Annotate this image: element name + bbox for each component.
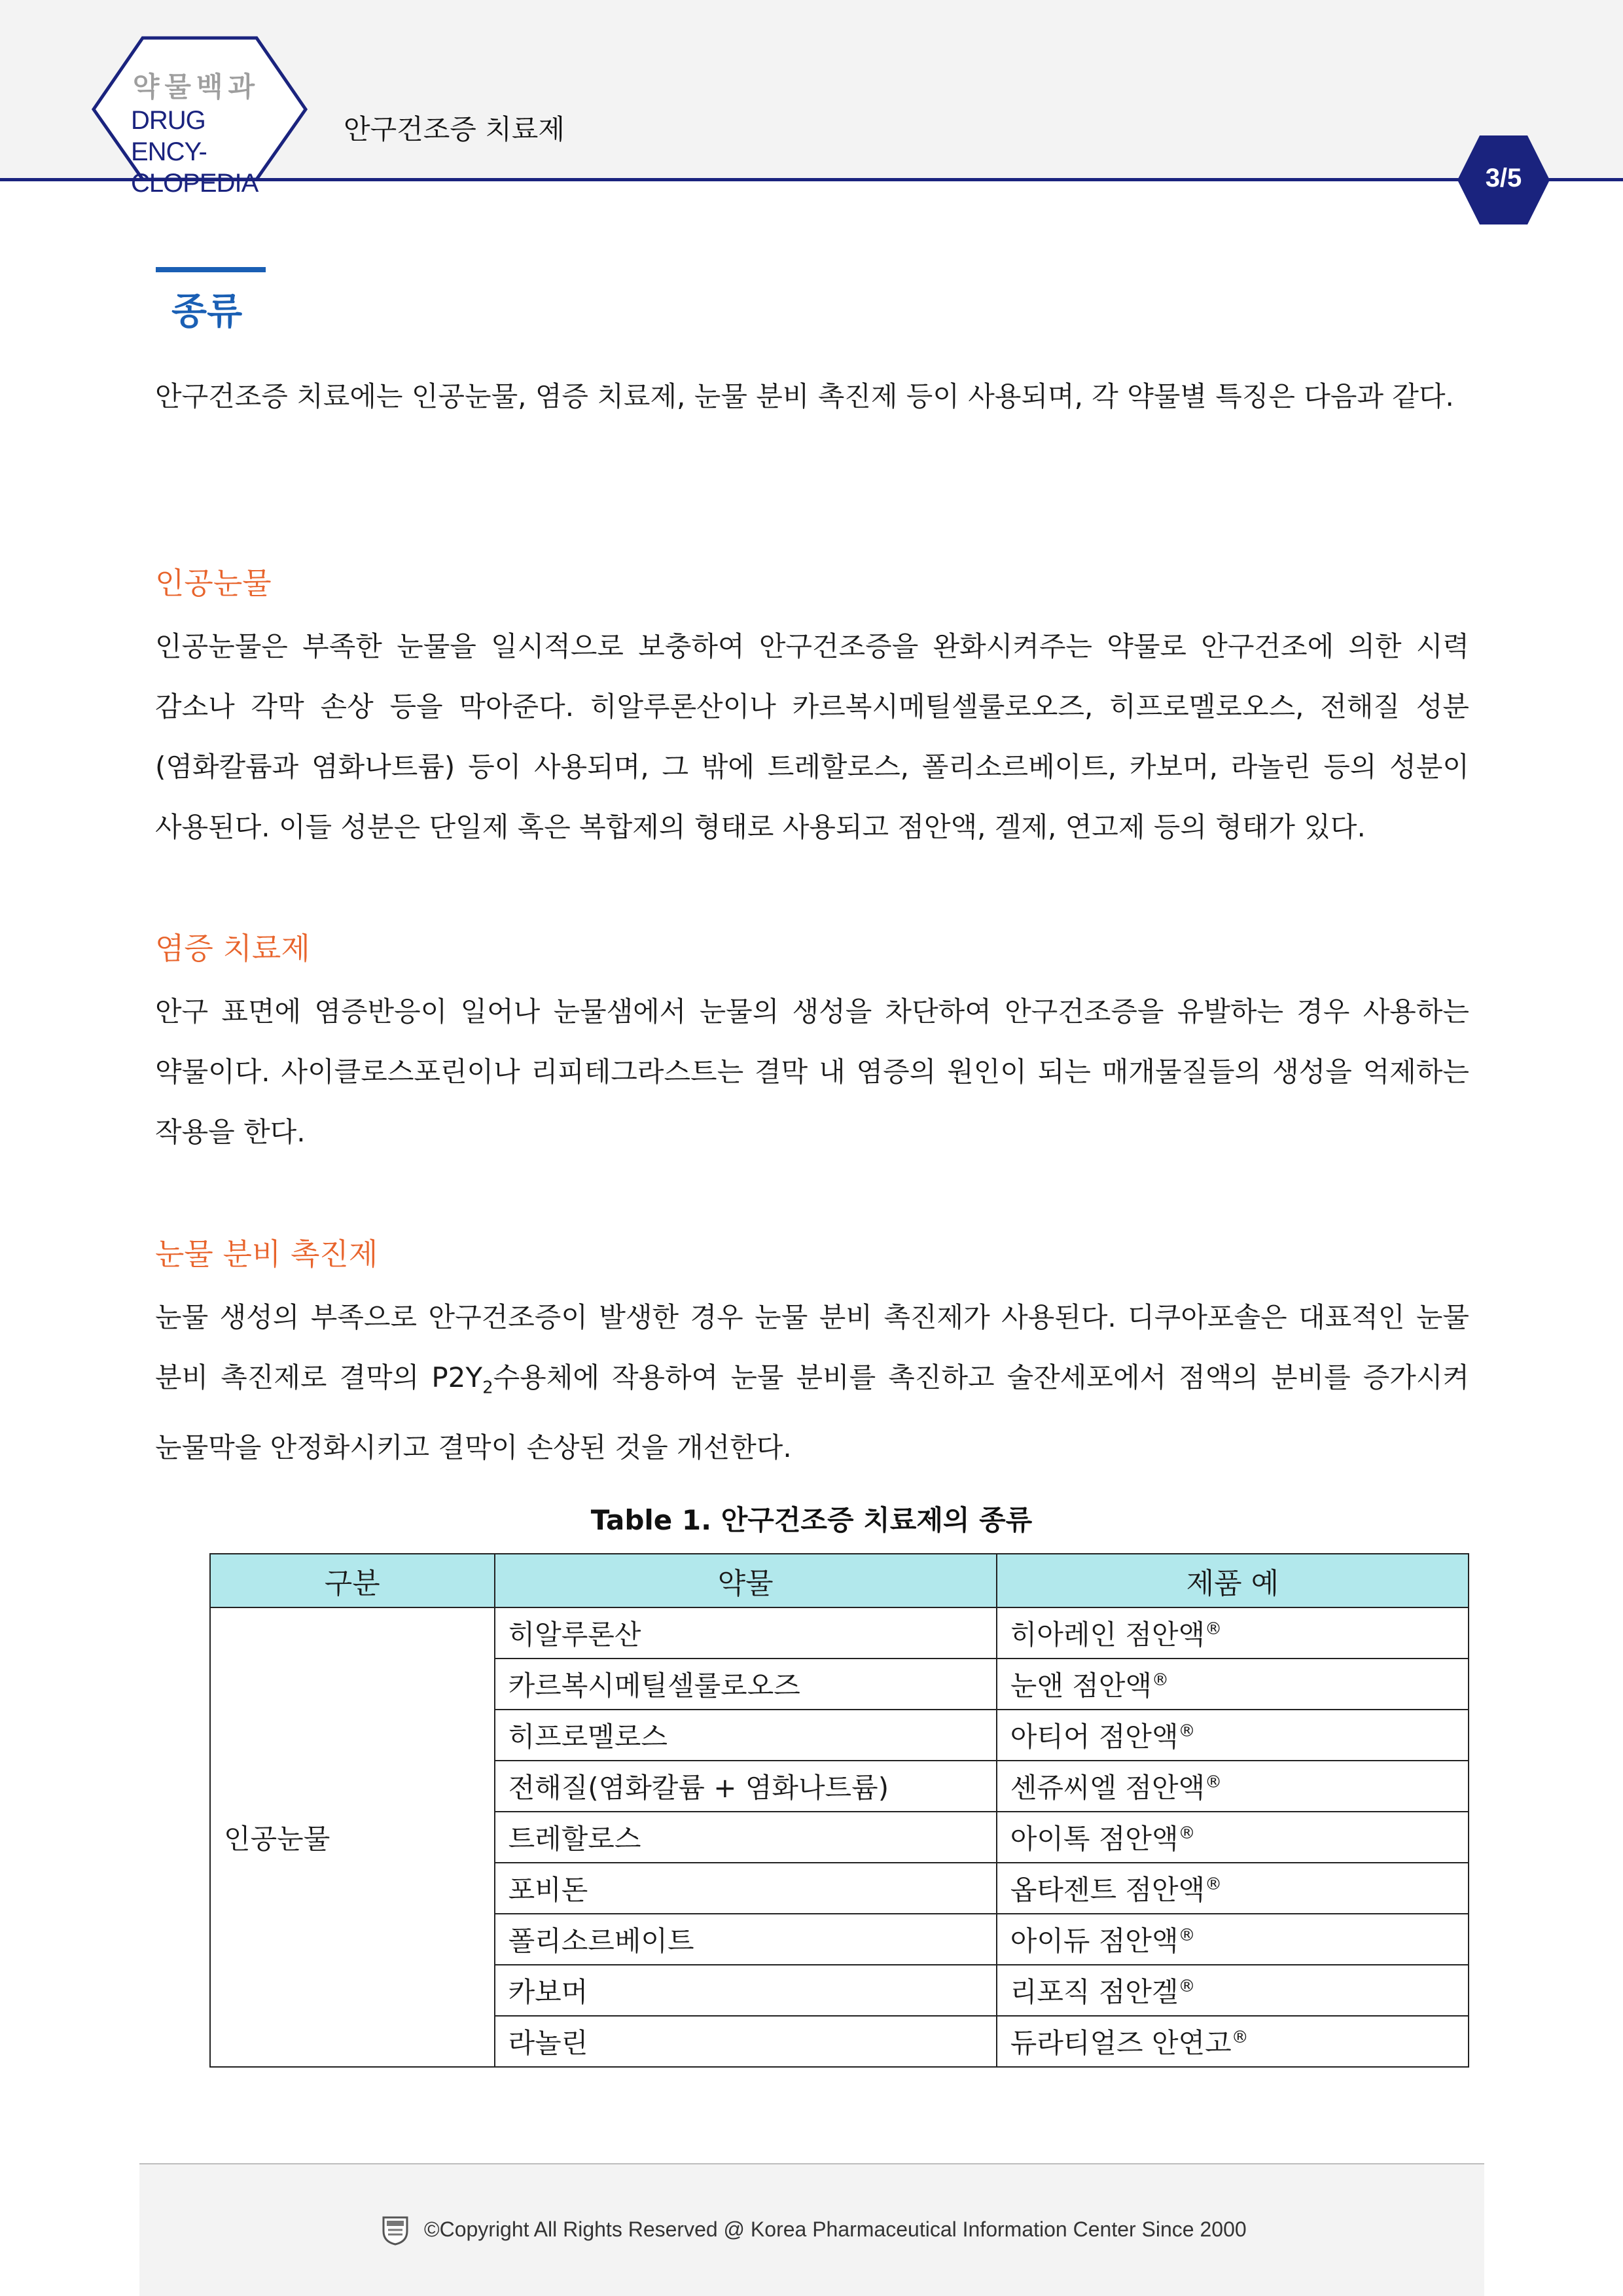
footer-copyright: ©Copyright All Rights Reserved @ Korea Pharmaceutical Information Center Since 2000 bbox=[424, 2217, 1247, 2241]
drug-cell: 포비돈 bbox=[495, 1863, 997, 1914]
product-cell bbox=[997, 2016, 1469, 2067]
registered-mark: ® bbox=[1178, 1977, 1196, 1996]
drug-cell: 카르복시메틸셀룰로오즈 bbox=[495, 1659, 997, 1710]
drug-cell: 전해질(염화칼륨 + 염화나트륨) bbox=[495, 1761, 997, 1812]
subsection-title-secretagogue: 눈물 분비 촉진제 bbox=[155, 1236, 378, 1272]
logo-english-title bbox=[131, 105, 262, 199]
product-name: 옵타젠트 점안액 bbox=[1010, 1874, 1205, 1906]
section-accent-bar bbox=[156, 267, 266, 272]
table-header-drug: 약물 bbox=[495, 1554, 997, 1607]
product-name: 히아레인 점안액 bbox=[1010, 1619, 1205, 1651]
document-title: 안구건조증 치료제 bbox=[344, 113, 565, 145]
drug-cell: 폴리소르베이트 bbox=[495, 1914, 997, 1965]
drug-cell: 카보머 bbox=[495, 1965, 997, 2016]
receptor-subscript: 2 bbox=[482, 1378, 493, 1398]
drug-cell: 히알루론산 bbox=[495, 1607, 997, 1659]
secretagogue-text-1: 눈물 생성의 부족으로 안구건조증이 발생한 경우 눈물 분비 촉진제가 사용된다. 디쿠아포솔은 대표적인 눈물 분비 촉진제로 결막의 P2Y bbox=[155, 1301, 1469, 1393]
table-header-product: 제품 예 bbox=[997, 1554, 1469, 1607]
product-cell bbox=[997, 1812, 1469, 1863]
drug-cell: 라놀린 bbox=[495, 2016, 997, 2067]
artificial-tears-paragraph: 인공눈물은 부족한 눈물을 일시적으로 보충하여 안구건조증을 완화시켜주는 약물로 안구건조에 의한 시력 감소나 각막 손상 등을 막아준다. 히알루론산이나 카르복시메틸셀룰로오즈, 히프로멜로오스, 전해질 성분(염화칼륨과 염화나트륨) 등이 사용되며, 그 밖에 트레할로스, 폴리소르베이트, 카보머, 라놀린 등의 성분이 사용된다. 이들 성분은 단일제 혹은 복합제의 형태로 사용되고 점안액, 겔제, 연고제 등의 형태가 있다. bbox=[155, 630, 1469, 843]
subsection-title-anti-inflammatory: 염증 치료제 bbox=[155, 931, 310, 966]
product-cell bbox=[997, 1710, 1469, 1761]
product-name: 리포직 점안겔 bbox=[1010, 1976, 1179, 2008]
secretagogue-text-2: 수용체에 작용하여 눈물 분비를 촉진하고 술잔세포에서 점액의 분비를 증가시켜 눈물막을 안정화시키고 결막이 손상된 것을 개선한다. bbox=[155, 1361, 1470, 1464]
product-name: 아이듀 점안액 bbox=[1010, 1925, 1179, 1957]
registered-mark: ® bbox=[1178, 1721, 1196, 1741]
secretagogue-paragraph bbox=[155, 1287, 1469, 1478]
product-cell bbox=[997, 1659, 1469, 1710]
product-cell bbox=[997, 1965, 1469, 2016]
logo-korean-title: 약물백과 bbox=[132, 71, 260, 103]
table-header-category: 구분 bbox=[210, 1554, 495, 1607]
product-cell bbox=[997, 1914, 1469, 1965]
registered-mark: ® bbox=[1178, 1926, 1196, 1945]
page-indicator: 3/5 bbox=[1485, 164, 1522, 192]
product-name: 눈앤 점안액 bbox=[1010, 1670, 1152, 1702]
intro-paragraph: 안구건조증 치료에는 인공눈물, 염증 치료제, 눈물 분비 촉진제 등이 사용되며, 각 약물별 특징은 다음과 같다. bbox=[155, 380, 1454, 412]
kpic-emblem-icon bbox=[382, 2215, 409, 2246]
registered-mark: ® bbox=[1151, 1670, 1169, 1690]
registered-mark: ® bbox=[1205, 1772, 1222, 1792]
product-name: 아이톡 점안액 bbox=[1010, 1823, 1179, 1855]
product-cell bbox=[997, 1607, 1469, 1659]
logo-english-line-2: CLOPEDIA bbox=[131, 169, 259, 198]
drug-cell: 트레할로스 bbox=[495, 1812, 997, 1863]
registered-mark: ® bbox=[1205, 1874, 1222, 1894]
table-row bbox=[210, 1607, 1469, 1659]
registered-mark: ® bbox=[1231, 2028, 1249, 2047]
registered-mark: ® bbox=[1178, 1823, 1196, 1843]
product-cell bbox=[997, 1863, 1469, 1914]
drug-table bbox=[209, 1553, 1469, 2068]
logo-english-line-1: DRUG ENCY- bbox=[131, 106, 207, 166]
product-name: 아티어 점안액 bbox=[1010, 1721, 1179, 1753]
product-name: 듀라티얼즈 안연고 bbox=[1010, 2027, 1232, 2059]
anti-inflammatory-paragraph: 안구 표면에 염증반응이 일어나 눈물샘에서 눈물의 생성을 차단하여 안구건조증을 유발하는 경우 사용하는 약물이다. 사이클로스포린이나 리피테그라스트는 결막 내 염증의 원인이 되는 매개물질들의 생성을 억제하는 작용을 한다. bbox=[155, 996, 1469, 1148]
category-cell: 인공눈물 bbox=[210, 1607, 495, 2067]
drug-cell: 히프로멜로스 bbox=[495, 1710, 997, 1761]
section-title: 종류 bbox=[171, 291, 243, 333]
product-name: 센쥬씨엘 점안액 bbox=[1010, 1772, 1205, 1804]
registered-mark: ® bbox=[1205, 1619, 1222, 1639]
table-caption: Table 1. 안구건조증 치료제의 종류 bbox=[590, 1504, 1033, 1536]
product-cell bbox=[997, 1761, 1469, 1812]
table-header-row bbox=[210, 1554, 1469, 1607]
subsection-title-artificial-tears: 인공눈물 bbox=[155, 565, 272, 601]
